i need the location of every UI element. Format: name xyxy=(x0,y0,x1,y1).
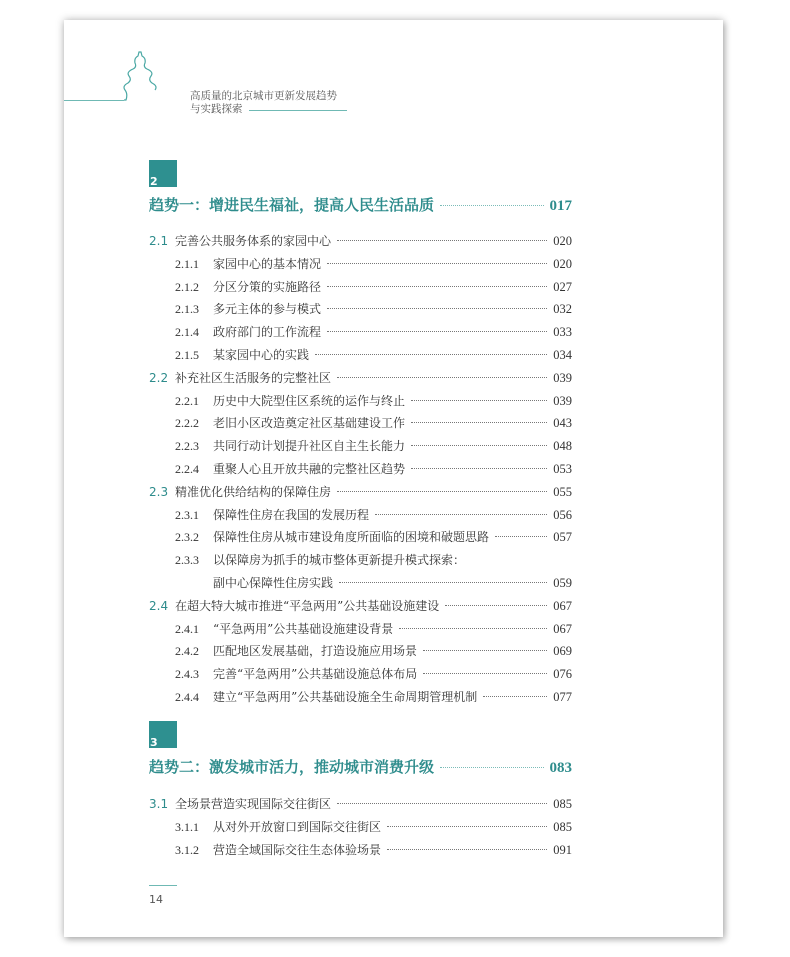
leader-dots xyxy=(339,582,547,583)
entry-title: 补充社区生活服务的完整社区 xyxy=(175,370,332,385)
toc-subsection-entry[interactable] xyxy=(149,438,572,454)
entry-page: 043 xyxy=(553,416,572,431)
entry-page: 033 xyxy=(553,325,572,340)
chapter-title: 趋势二：激发城市活力，推动城市消费升级 xyxy=(149,758,435,776)
entry-title: 多元主体的参与模式 xyxy=(213,302,322,317)
leader-dots xyxy=(387,826,547,827)
leader-dots xyxy=(483,696,547,697)
toc-subsection-entry[interactable] xyxy=(149,393,572,409)
entry-title: 某家园中心的实践 xyxy=(213,348,310,362)
entry-page: 085 xyxy=(553,820,572,834)
entry-page: 020 xyxy=(553,234,572,248)
toc-subsection-entry[interactable] xyxy=(149,324,572,340)
entry-number: 2.2.3 xyxy=(175,439,199,454)
leader-dots xyxy=(337,491,547,492)
toc-subsection-entry[interactable] xyxy=(149,507,572,523)
leader-dots xyxy=(411,422,547,423)
entry-page: 027 xyxy=(553,279,572,294)
chapter-page: 083 xyxy=(549,760,572,776)
book-title-line2: 与实践探索 xyxy=(190,103,243,115)
entry-title: 保障性住房从城市建设角度所面临的困境和破题思路 xyxy=(213,530,490,545)
entry-number: 2.2.4 xyxy=(175,462,199,476)
leader-dots xyxy=(423,673,547,674)
entry-number: 2.1.5 xyxy=(175,348,199,362)
entry-page: 039 xyxy=(553,370,572,385)
page-number: 14 xyxy=(149,893,163,906)
entry-page: 069 xyxy=(553,644,572,659)
entry-title: 共同行动计划提升社区自主生长能力 xyxy=(213,439,406,454)
toc-section-entry[interactable] xyxy=(149,598,572,614)
entry-number: 2.4.2 xyxy=(175,644,199,659)
chapter-title: 趋势一：增进民生福祉，提高人民生活品质 xyxy=(149,196,435,214)
entry-page: 053 xyxy=(553,462,572,476)
entry-title: “平急两用”公共基础设施建设背景 xyxy=(213,621,394,636)
entry-title: 分区分策的实施路径 xyxy=(213,279,322,294)
temple-of-heaven-outline-icon xyxy=(122,50,172,102)
entry-page: 059 xyxy=(553,576,572,590)
entry-title: 家园中心的基本情况 xyxy=(213,256,322,271)
entry-number: 3.1.1 xyxy=(175,820,199,834)
entry-page: 067 xyxy=(553,598,572,613)
entry-title: 匹配地区发展基础，打造设施应用场景 xyxy=(213,644,418,659)
leader-dots xyxy=(337,803,547,804)
toc-subsection-entry[interactable] xyxy=(149,643,572,659)
entry-page: 057 xyxy=(553,530,572,545)
chapter-number-badge: 2 xyxy=(149,160,177,187)
entry-title: 建立“平急两用”公共基础设施全生命周期管理机制 xyxy=(213,690,478,704)
leader-dots xyxy=(327,286,547,287)
entry-title: 完善公共服务体系的家园中心 xyxy=(175,234,332,248)
chapter-page: 017 xyxy=(549,198,572,214)
toc-subsection-entry[interactable] xyxy=(149,415,572,431)
toc-subsection-entry[interactable] xyxy=(149,552,572,568)
entry-number: 2.3.2 xyxy=(175,530,199,545)
entry-title: 老旧小区改造奠定社区基础建设工作 xyxy=(213,416,406,431)
entry-page: 048 xyxy=(553,439,572,454)
entry-number: 2.3 xyxy=(149,484,169,499)
leader-dots xyxy=(327,331,547,332)
toc-subsection-entry[interactable] xyxy=(149,689,572,705)
toc-section-entry[interactable] xyxy=(149,233,572,249)
book-title xyxy=(190,90,347,116)
leader-dots xyxy=(411,400,547,401)
leader-dots xyxy=(445,605,547,606)
entry-page: 085 xyxy=(553,797,572,811)
entry-number: 3.1.2 xyxy=(175,843,199,857)
toc-subsection-entry[interactable] xyxy=(149,461,572,477)
toc-subsection-entry[interactable] xyxy=(149,819,572,835)
chapter-heading[interactable] xyxy=(149,758,572,777)
entry-title: 以保障房为抓手的城市整体更新提升模式探索： xyxy=(213,553,466,568)
entry-title: 在超大特大城市推进“平急两用”公共基础设施建设 xyxy=(175,598,440,613)
entry-number: 2.4.4 xyxy=(175,690,199,704)
entry-page: 034 xyxy=(553,348,572,362)
entry-title: 副中心保障性住房实践 xyxy=(213,576,334,590)
leader-dots xyxy=(315,354,547,355)
entry-number: 3.1 xyxy=(149,797,169,811)
entry-number: 2.2.2 xyxy=(175,416,199,431)
entry-page: 055 xyxy=(553,484,572,499)
entry-number: 2.1 xyxy=(149,234,169,248)
toc-subsection-entry[interactable] xyxy=(149,621,572,637)
leader-dots xyxy=(411,468,547,469)
entry-number: 2.2 xyxy=(149,370,169,385)
toc-section-entry[interactable] xyxy=(149,484,572,500)
toc-subsection-entry[interactable] xyxy=(149,347,572,363)
entry-page: 032 xyxy=(553,302,572,317)
toc-subsection-entry[interactable] xyxy=(149,279,572,295)
leader-dots xyxy=(495,536,547,537)
toc-section-entry[interactable] xyxy=(149,370,572,386)
leader-dots xyxy=(440,205,543,206)
entry-page: 020 xyxy=(553,256,572,271)
entry-title: 政府部门的工作流程 xyxy=(213,325,322,340)
leader-dots xyxy=(327,263,547,264)
leader-dots xyxy=(387,849,547,850)
entry-title: 营造全域国际交往生态体验场景 xyxy=(213,843,382,857)
entry-number: 2.4 xyxy=(149,598,169,613)
chapter-number-badge: 3 xyxy=(149,721,177,748)
entry-number: 2.3.1 xyxy=(175,507,199,522)
toc-subsection-entry[interactable] xyxy=(149,301,572,317)
toc-subsection-entry[interactable] xyxy=(149,256,572,272)
leader-dots xyxy=(375,514,547,515)
entry-title: 完善“平急两用”公共基础设施总体布局 xyxy=(213,667,418,682)
title-rule xyxy=(249,110,347,111)
entry-number: 2.4.1 xyxy=(175,621,199,636)
entry-page: 067 xyxy=(553,621,572,636)
entry-title: 精准优化供给结构的保障住房 xyxy=(175,484,332,499)
footer-rule xyxy=(149,885,177,886)
entry-number: 2.4.3 xyxy=(175,667,199,682)
book-title-line1: 高质量的北京城市更新发展趋势 xyxy=(190,90,337,102)
entry-number: 2.1.3 xyxy=(175,302,199,317)
entry-title: 历史中大院型住区系统的运作与终止 xyxy=(213,393,406,408)
entry-number: 2.3.3 xyxy=(175,553,199,568)
leader-dots xyxy=(423,650,547,651)
entry-number: 2.1.1 xyxy=(175,256,199,271)
entry-page: 091 xyxy=(553,843,572,857)
toc-subsection-entry[interactable] xyxy=(149,842,572,858)
toc-subsection-entry[interactable] xyxy=(149,529,572,545)
toc-subsection-entry[interactable] xyxy=(149,666,572,682)
chapter-heading[interactable] xyxy=(149,196,572,215)
entry-page: 056 xyxy=(553,507,572,522)
entry-number: 2.2.1 xyxy=(175,393,199,408)
book-page xyxy=(64,20,723,937)
entry-page: 076 xyxy=(553,667,572,682)
leader-dots xyxy=(411,445,547,446)
entry-title: 从对外开放窗口到国际交往街区 xyxy=(213,820,382,834)
toc-section-entry[interactable] xyxy=(149,796,572,812)
leader-dots xyxy=(337,240,547,241)
toc-subsection-entry[interactable] xyxy=(149,575,572,591)
entry-number: 2.1.2 xyxy=(175,279,199,294)
header-rule xyxy=(64,100,124,101)
leader-dots xyxy=(337,377,547,378)
leader-dots xyxy=(440,767,543,768)
entry-page: 039 xyxy=(553,393,572,408)
entry-page: 077 xyxy=(553,690,572,704)
entry-title: 全场景营造实现国际交往街区 xyxy=(175,797,332,811)
leader-dots xyxy=(399,628,547,629)
entry-title: 重聚人心且开放共融的完整社区趋势 xyxy=(213,462,406,476)
entry-number: 2.1.4 xyxy=(175,325,199,340)
entry-title: 保障性住房在我国的发展历程 xyxy=(213,507,370,522)
leader-dots xyxy=(327,308,547,309)
